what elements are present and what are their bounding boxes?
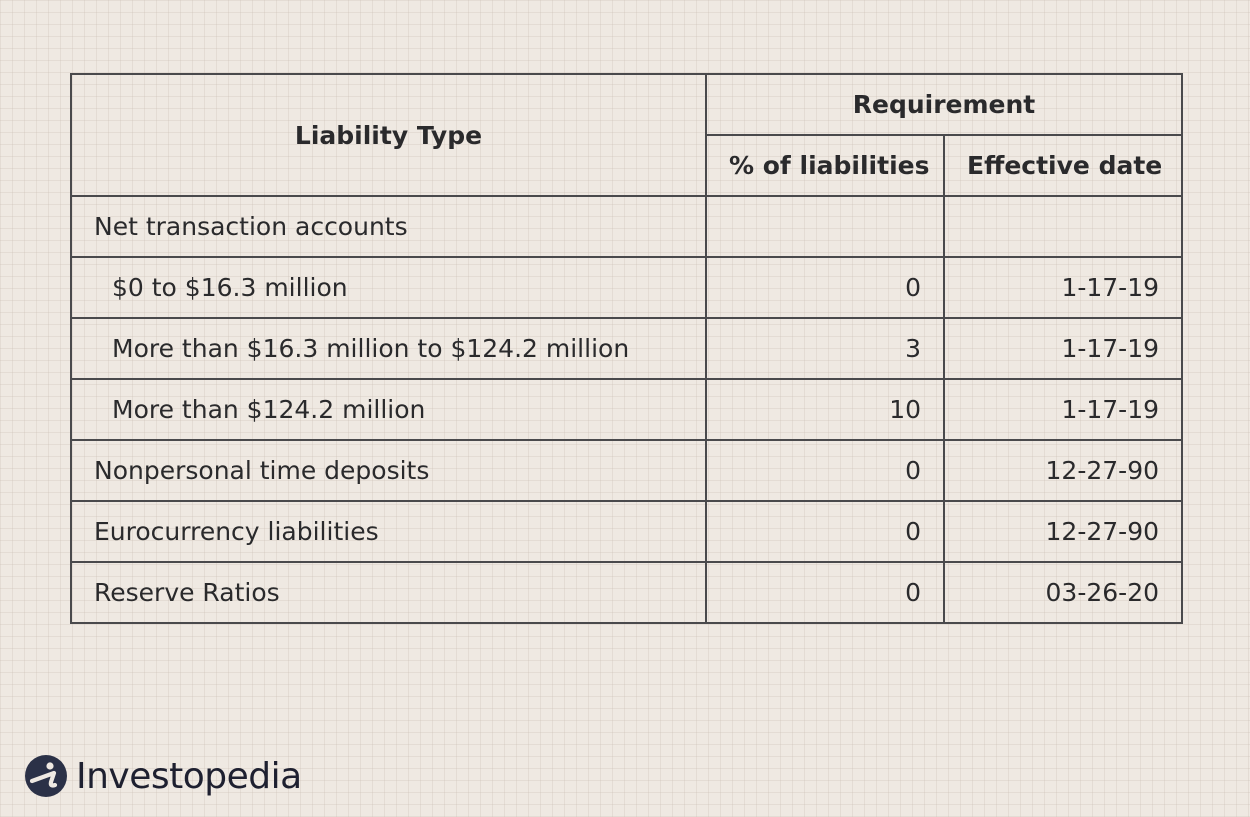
row-date <box>944 196 1182 257</box>
table-row <box>71 501 1182 562</box>
row-date: 1-17-19 <box>944 257 1182 318</box>
header-row-top <box>71 74 1182 135</box>
row-date: 03-26-20 <box>944 562 1182 623</box>
header-effective-date: Effective date <box>944 135 1182 196</box>
row-pct: 3 <box>706 318 944 379</box>
row-label: Nonpersonal time deposits <box>71 440 706 501</box>
reserve-requirements-table <box>70 73 1183 624</box>
row-pct: 10 <box>706 379 944 440</box>
row-label: Reserve Ratios <box>71 562 706 623</box>
investopedia-logo-icon <box>24 754 68 798</box>
row-label: Eurocurrency liabilities <box>71 501 706 562</box>
table-row <box>71 379 1182 440</box>
table-row <box>71 562 1182 623</box>
table-row <box>71 440 1182 501</box>
row-date: 12-27-90 <box>944 501 1182 562</box>
row-label: More than $16.3 million to $124.2 million <box>71 318 706 379</box>
header-requirement: Requirement <box>706 74 1182 135</box>
row-label: $0 to $16.3 million <box>71 257 706 318</box>
row-pct <box>706 196 944 257</box>
row-pct: 0 <box>706 440 944 501</box>
row-label: More than $124.2 million <box>71 379 706 440</box>
row-label: Net transaction accounts <box>71 196 706 257</box>
row-date: 1-17-19 <box>944 379 1182 440</box>
row-pct: 0 <box>706 257 944 318</box>
header-liability-type: Liability Type <box>71 74 706 196</box>
investopedia-brand <box>24 752 302 800</box>
table-row <box>71 196 1182 257</box>
brand-name: Investopedia <box>76 755 302 797</box>
table-row <box>71 318 1182 379</box>
row-date: 1-17-19 <box>944 318 1182 379</box>
header-pct-liabilities: % of liabilities <box>706 135 944 196</box>
row-pct: 0 <box>706 562 944 623</box>
row-date: 12-27-90 <box>944 440 1182 501</box>
table-row <box>71 257 1182 318</box>
row-pct: 0 <box>706 501 944 562</box>
